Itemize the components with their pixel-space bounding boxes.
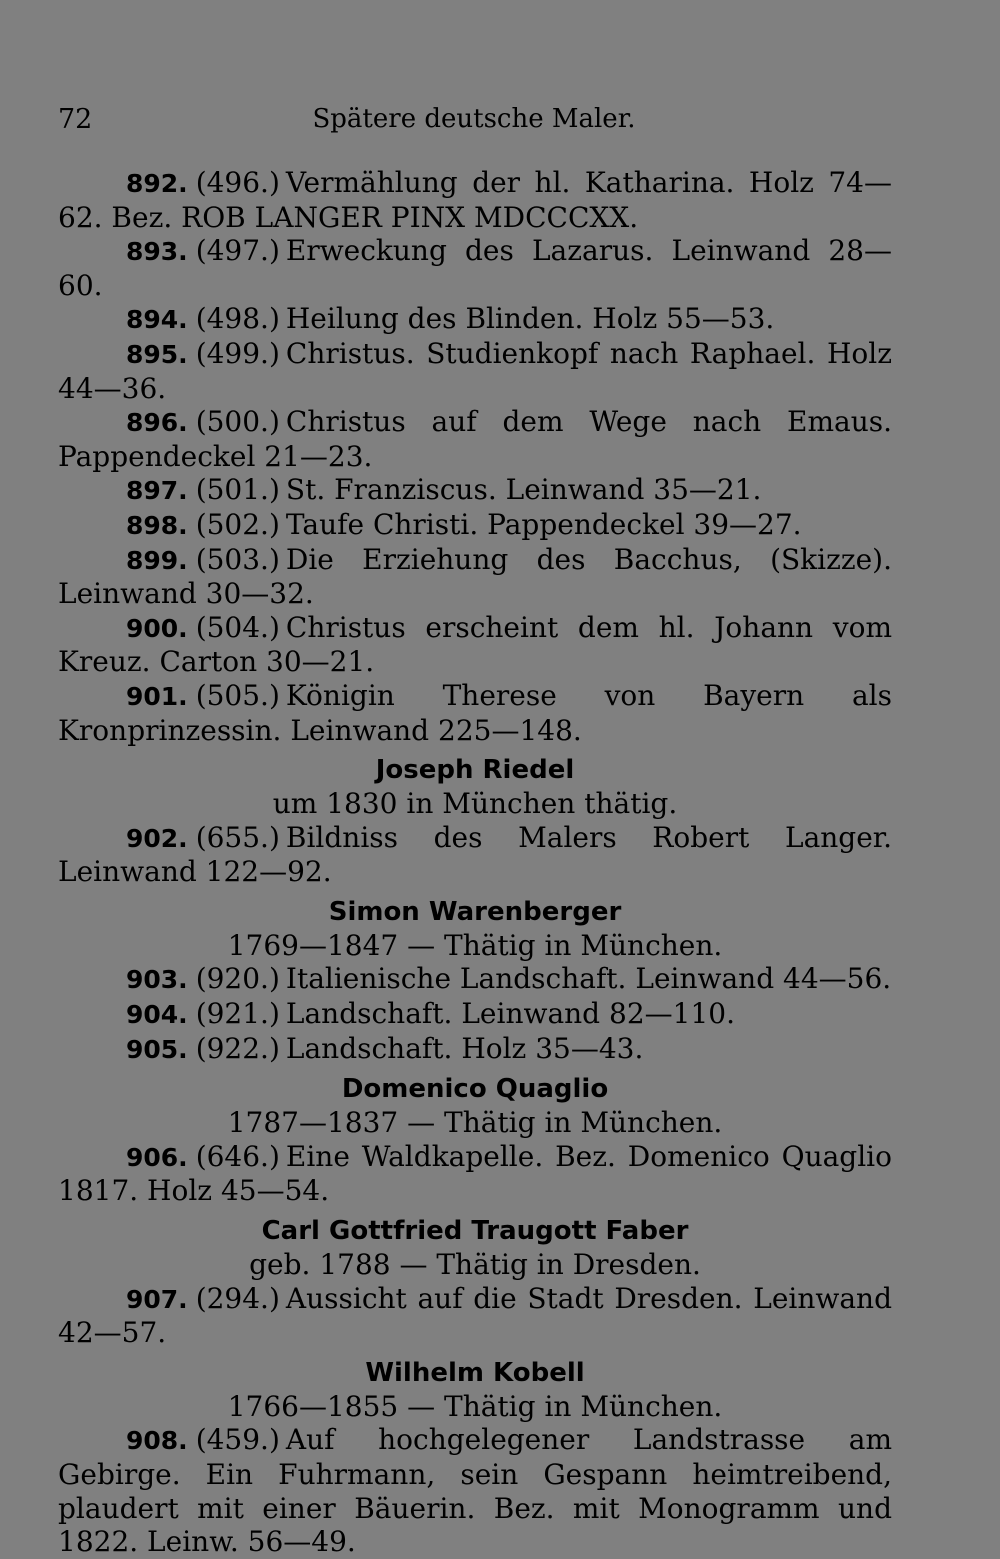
entry-description: Christus. Studienkopf nach Raphael. Holz 44—36. xyxy=(58,336,892,405)
entry-description: Auf hochgelegener Landstrasse am Gebirge. Ein Fuhrmann, sein Gespann heimtreibend, plaudert mit einer Bäuerin. Bez. mit Monogramm und 1822. Leinw. 56—49. xyxy=(58,1423,892,1559)
entry-description: Landschaft. Holz 35—43. xyxy=(285,1031,644,1065)
entry-old-number: (921.) xyxy=(195,997,280,1031)
entry-old-number: (505.) xyxy=(195,678,280,712)
running-title: Spätere deutsche Maler. xyxy=(312,104,636,134)
catalogue-entry xyxy=(58,997,892,1032)
entry-number: 902. xyxy=(126,823,188,853)
entry-number: 906. xyxy=(126,1142,188,1172)
catalogue-entry xyxy=(58,543,892,611)
entry-description: Christus erscheint dem hl. Johann vom Kreuz. Carton 30—21. xyxy=(58,610,892,679)
entry-old-number: (500.) xyxy=(195,405,280,439)
catalogue-entry xyxy=(58,405,892,473)
entry-description: St. Franziscus. Leinwand 35—21. xyxy=(285,473,762,507)
entry-number: 893. xyxy=(126,237,188,267)
entry-number: 904. xyxy=(126,1000,188,1030)
entry-description: Landschaft. Leinwand 82—110. xyxy=(285,997,735,1031)
entry-number: 908. xyxy=(126,1426,188,1456)
entry-old-number: (646.) xyxy=(195,1139,280,1173)
entry-old-number: (503.) xyxy=(195,542,280,576)
entry-number: 901. xyxy=(126,681,188,711)
entry-old-number: (498.) xyxy=(195,302,280,336)
entry-description: Italienische Landschaft. Leinwand 44—56. xyxy=(285,962,892,996)
entry-number: 896. xyxy=(126,408,188,438)
artist-dates: geb. 1788 — Thätig in Dresden. xyxy=(249,1248,701,1282)
artist-heading: Simon Warenberger xyxy=(328,896,622,927)
entry-description: Taufe Christi. Pappendeckel 39—27. xyxy=(285,507,802,541)
catalogue-entry xyxy=(58,234,892,302)
entry-description: Die Erziehung des Bacchus, (Skizze). Leinwand 30—32. xyxy=(58,542,892,611)
catalogue-entry xyxy=(58,337,892,405)
catalogue-entry xyxy=(58,1282,892,1350)
catalogue-entry xyxy=(58,962,892,997)
entry-number: 903. xyxy=(126,965,188,995)
entry-number: 897. xyxy=(126,476,188,506)
catalogue-entry xyxy=(58,821,892,889)
entry-old-number: (922.) xyxy=(195,1031,280,1065)
artist-dates: 1787—1837 — Thätig in München. xyxy=(227,1106,723,1140)
artist-heading: Wilhelm Kobell xyxy=(365,1357,585,1388)
entry-old-number: (920.) xyxy=(195,962,280,996)
artist-dates: um 1830 in München thätig. xyxy=(272,787,678,821)
artist-dates: 1766—1855 — Thätig in München. xyxy=(227,1389,723,1423)
catalogue-text xyxy=(58,166,892,1559)
catalogue-entry xyxy=(58,1423,892,1558)
catalogue-entry xyxy=(58,1140,892,1208)
artist-heading: Joseph Riedel xyxy=(375,755,575,786)
entry-number: 892. xyxy=(126,169,188,198)
entry-old-number: (496.) xyxy=(195,166,280,199)
entry-description: Königin Therese von Bayern als Kronprinzessin. Leinwand 225—148. xyxy=(58,678,892,747)
entry-old-number: (499.) xyxy=(195,336,280,370)
entry-number: 895. xyxy=(126,339,188,369)
entry-old-number: (497.) xyxy=(195,234,280,268)
entry-number: 899. xyxy=(126,545,188,575)
entry-description: Heilung des Blinden. Holz 55—53. xyxy=(285,302,775,336)
page-number: 72 xyxy=(58,104,93,135)
catalogue-entry xyxy=(58,166,892,234)
entry-number: 894. xyxy=(126,305,188,335)
catalogue-entry xyxy=(58,302,892,337)
entry-description: Aussicht auf die Stadt Dresden. Leinwand 42—57. xyxy=(58,1281,892,1350)
artist-heading: Domenico Quaglio xyxy=(341,1074,609,1105)
entry-old-number: (655.) xyxy=(195,820,280,854)
entry-number: 900. xyxy=(126,613,188,643)
entry-description: Bildniss des Malers Robert Langer. Leinwand 122—92. xyxy=(58,820,892,889)
page-header xyxy=(58,104,890,144)
catalogue-entry xyxy=(58,473,892,508)
entry-number: 907. xyxy=(126,1284,188,1314)
entry-old-number: (459.) xyxy=(195,1423,280,1457)
entry-number: 905. xyxy=(126,1034,188,1064)
entry-old-number: (504.) xyxy=(195,610,280,644)
catalogue-entry xyxy=(58,679,892,747)
entry-old-number: (294.) xyxy=(195,1281,280,1315)
entry-description: Vermählung der hl. Katharina. Holz 74—62. Bez. ROB LANGER PINX MDCCCXX. xyxy=(58,166,892,234)
catalogue-entry xyxy=(58,611,892,679)
catalogue-entry xyxy=(58,1032,892,1067)
entry-old-number: (502.) xyxy=(195,507,280,541)
entry-description: Christus auf dem Wege nach Emaus. Pappendeckel 21—23. xyxy=(58,405,892,473)
entry-number: 898. xyxy=(126,510,188,540)
catalogue-entry xyxy=(58,508,892,543)
artist-dates: 1769—1847 — Thätig in München. xyxy=(227,928,723,962)
entry-description: Eine Waldkapelle. Bez. Domenico Quaglio 1817. Holz 45—54. xyxy=(58,1139,892,1208)
artist-heading: Carl Gottfried Traugott Faber xyxy=(261,1216,689,1247)
entry-description: Erweckung des Lazarus. Leinwand 28—60. xyxy=(58,234,892,302)
entry-old-number: (501.) xyxy=(195,473,280,507)
